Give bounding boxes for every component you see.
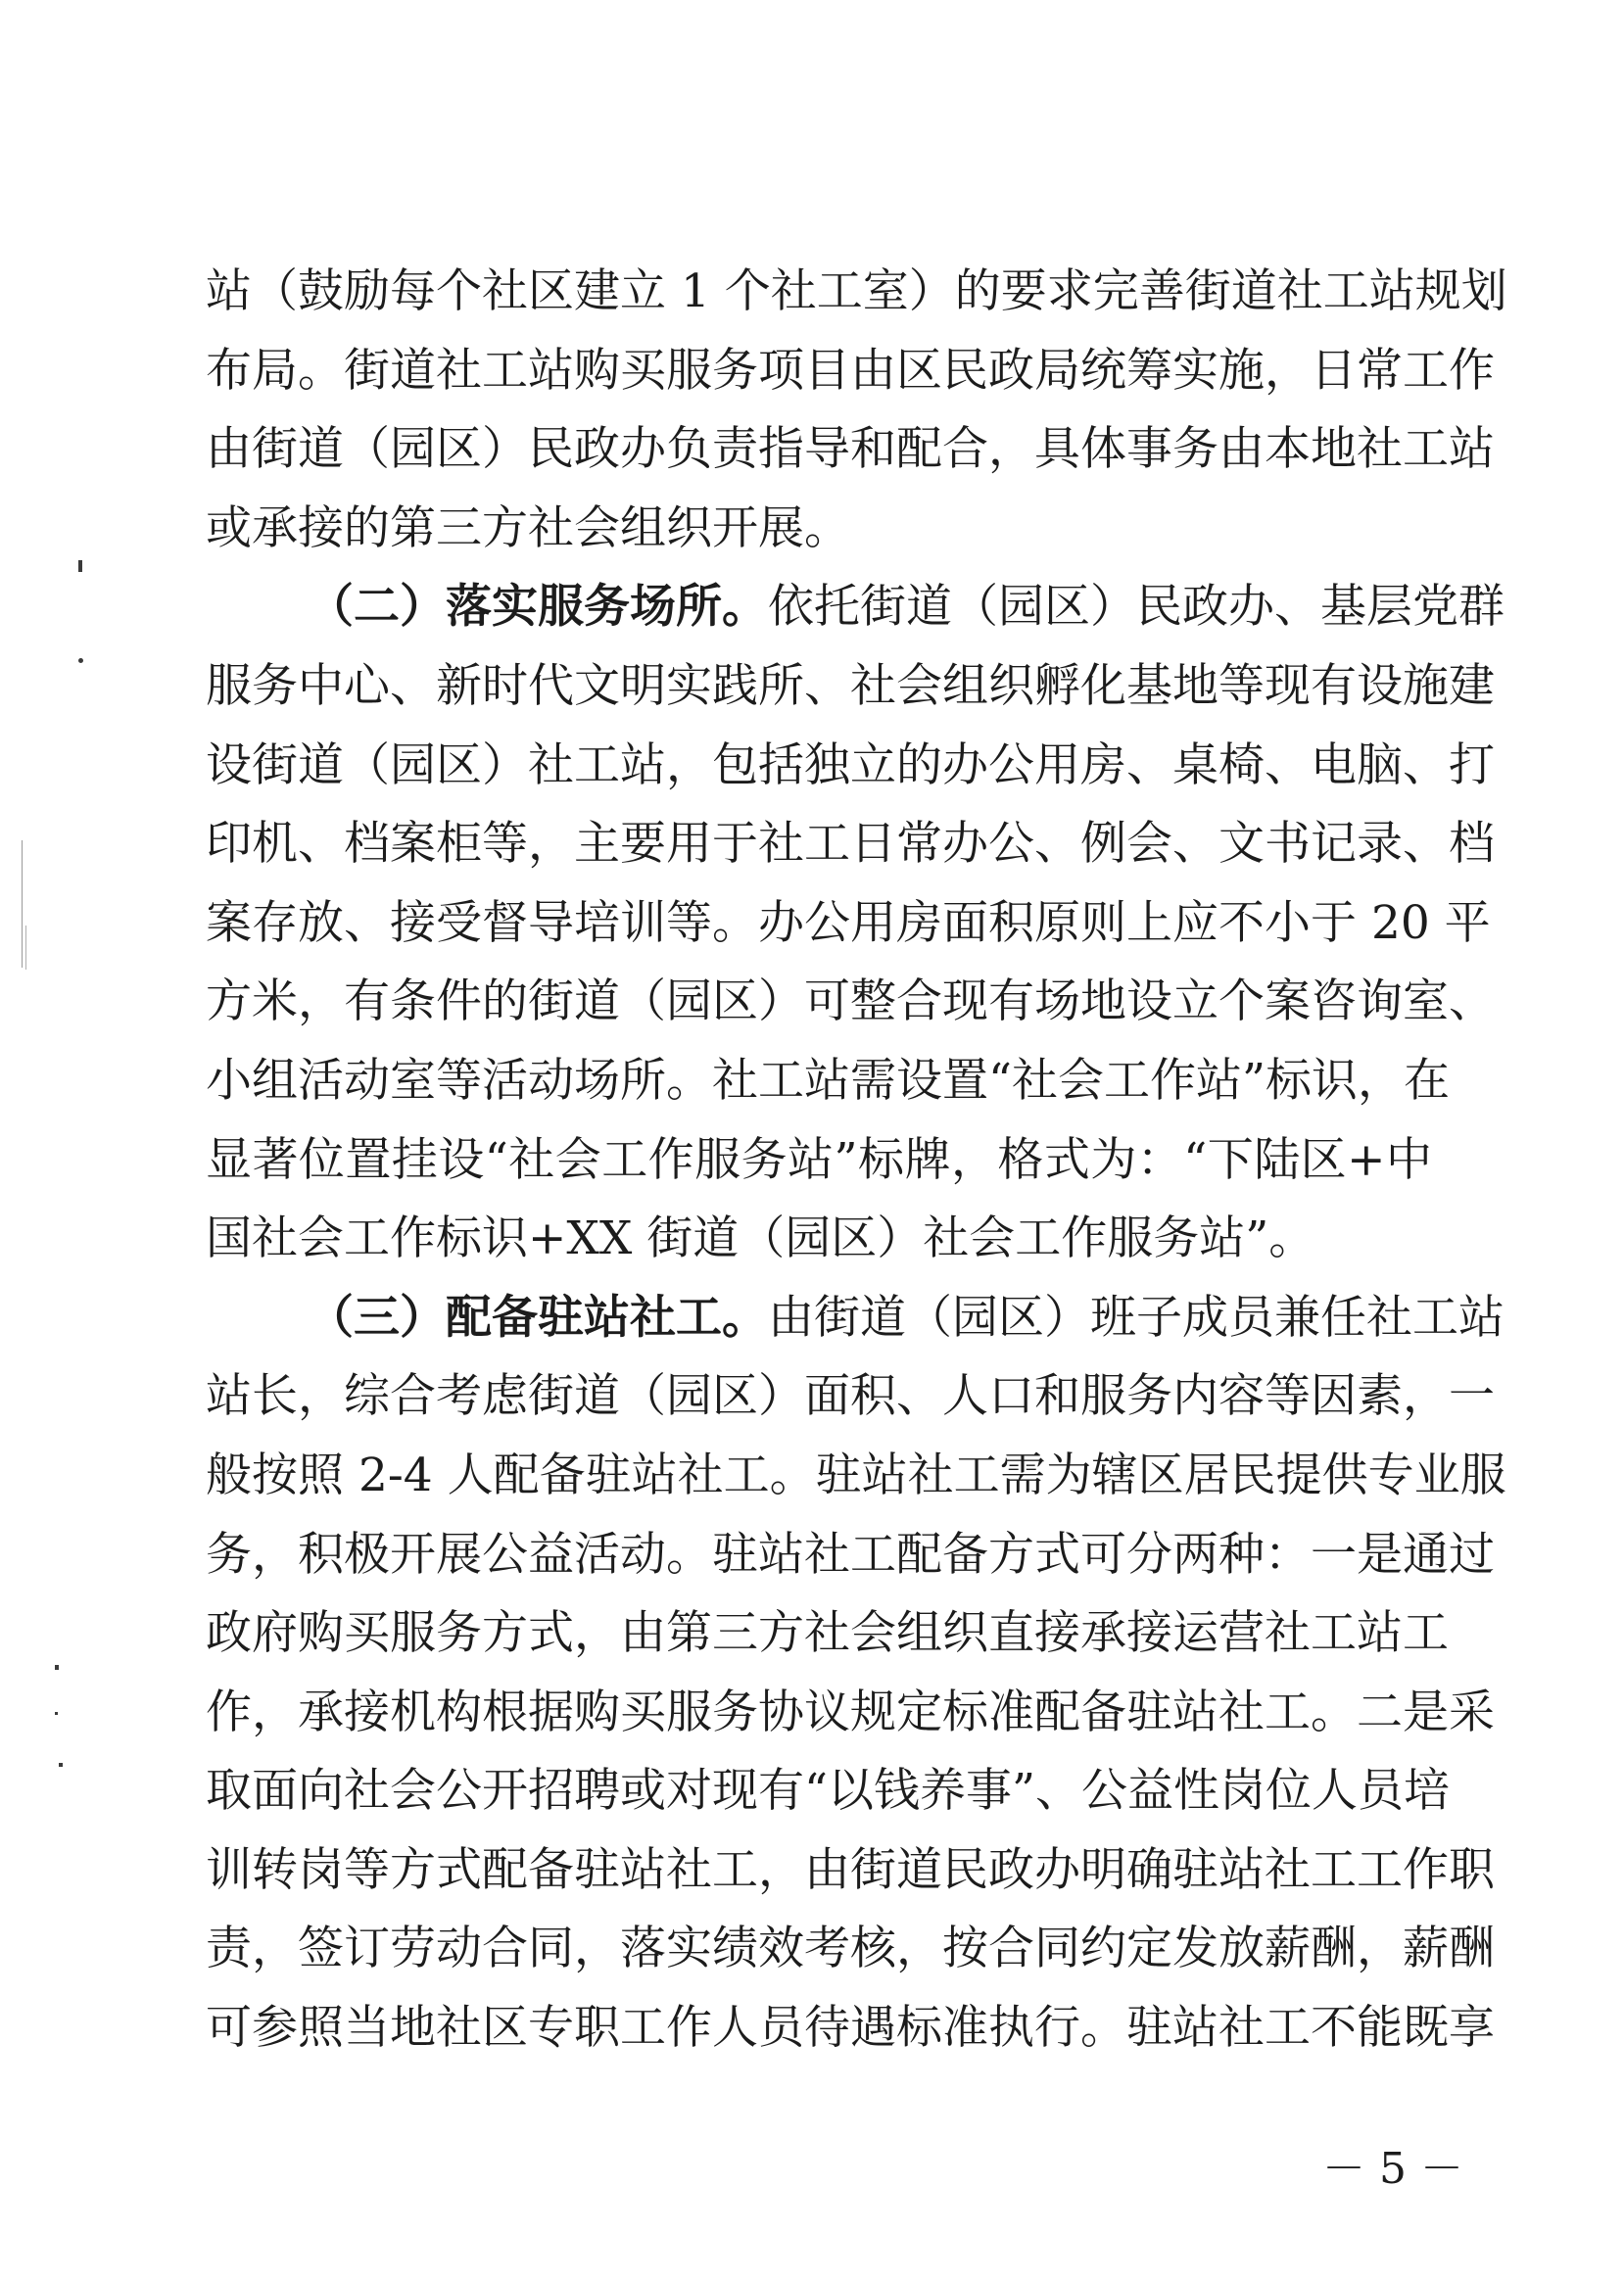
text-line: 设街道（园区）社工站，包括独立的办公用房、桌椅、电脑、打 (206, 737, 1495, 792)
text-line-fragment: 依托街道（园区）民政办、基层党群 (768, 580, 1505, 635)
body-text (206, 253, 1507, 2068)
scan-speck (59, 1763, 63, 1767)
text-line: 或承接的第三方社会组织开展。 (206, 500, 850, 555)
text-line: 布局。街道社工站购买服务项目由区民政局统筹实施，日常工作 (206, 343, 1495, 398)
scan-speck (55, 1712, 58, 1715)
scan-speck (78, 658, 83, 663)
text-line: 作，承接机构根据购买服务协议规定标准配备驻站社工。二是采 (206, 1685, 1495, 1739)
text-line: 般按照 2-4 人配备驻站社工。驻站社工需为辖区居民提供专业服 (206, 1448, 1506, 1502)
text-line: 案存放、接受督导培训等。办公用房面积原则上应不小于 20 平 (206, 895, 1491, 950)
text-line: 责，签订劳动合同，落实绩效考核，按合同约定发放薪酬，薪酬 (206, 1922, 1495, 1976)
text-line: 站长，综合考虑街道（园区）面积、人口和服务内容等因素，一 (206, 1369, 1495, 1424)
text-line-fragment: 由街道（园区）班子成员兼任社工站 (768, 1290, 1505, 1345)
text-line: 可参照当地社区专职工作人员待遇标准执行。驻站社工不能既享 (206, 2001, 1495, 2056)
text-line: 印机、档案柜等，主要用于社工日常办公、例会、文书记录、档 (206, 817, 1495, 872)
section-heading-2: （二）落实服务场所。 (308, 580, 768, 635)
text-line: 训转岗等方式配备驻站社工，由街道民政办明确驻站社工工作职 (206, 1842, 1495, 1897)
text-line: 方米，有条件的街道（园区）可整合现有场地设立个案咨询室、 (206, 974, 1495, 1029)
page-number: － 5 － (1322, 2144, 1463, 2194)
text-line: 小组活动室等活动场所。社工站需设置“社会工作站”标识，在 (206, 1053, 1451, 1108)
text-line: 站（鼓励每个社区建立 1 个社工室）的要求完善街道社工站规划 (206, 264, 1507, 318)
section-2-first-line (206, 568, 1505, 647)
text-line: 取面向社会公开招聘或对现有“以钱养事”、公益性岗位人员培 (206, 1764, 1451, 1819)
section-3-first-line (206, 1279, 1505, 1358)
text-line: 政府购买服务方式，由第三方社会组织直接承接运营社工站工 (206, 1606, 1449, 1661)
text-line: 务，积极开展公益活动。驻站社工配备方式可分两种：一是通过 (206, 1527, 1495, 1582)
text-line: 由街道（园区）民政办负责指导和配合，具体事务由本地社工站 (206, 422, 1495, 477)
scan-speck (55, 1665, 59, 1670)
text-line: 显著位置挂设“社会工作服务站”标牌，格式为：“下陆区+中 (206, 1132, 1432, 1187)
scan-margin-line (25, 926, 26, 970)
scan-speck (78, 560, 82, 572)
text-line: 国社会工作标识+XX 街道（园区）社会工作服务站”。 (206, 1211, 1315, 1266)
text-line: 服务中心、新时代文明实践所、社会组织孵化基地等现有设施建 (206, 658, 1495, 713)
scan-margin-line (22, 840, 23, 968)
section-heading-3: （三）配备驻站社工。 (308, 1290, 768, 1345)
